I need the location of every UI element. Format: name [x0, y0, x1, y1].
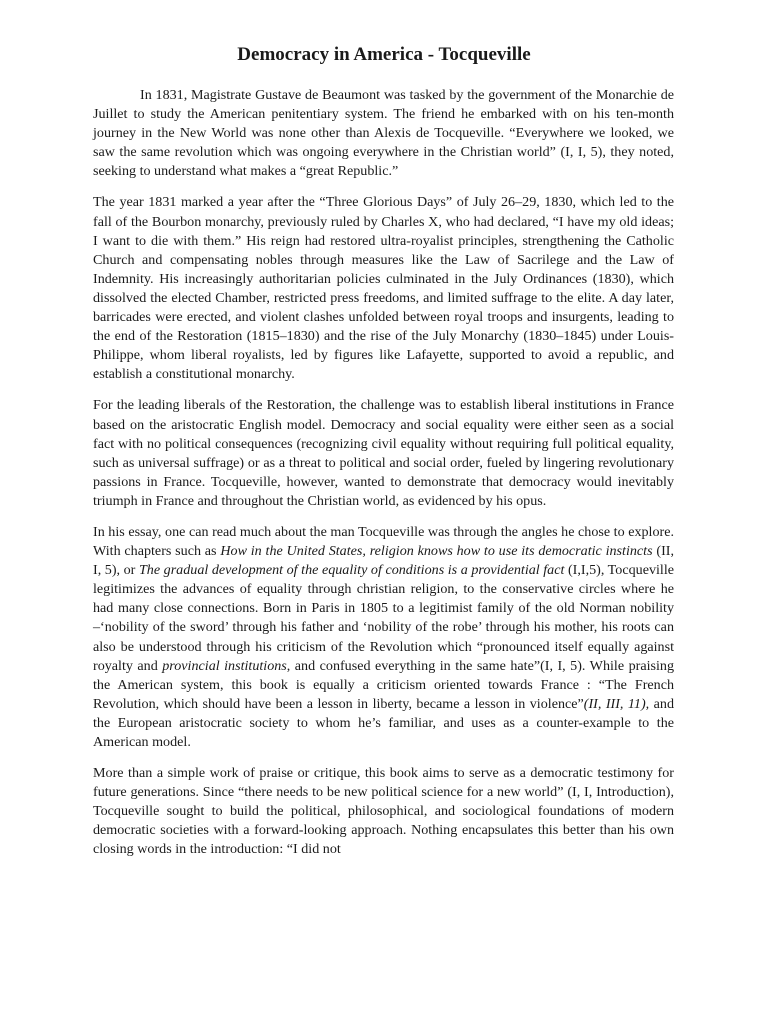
paragraph-4-text: , and confused everything in the same hate”(I, I, 5). While praising the American system, this book is equally a criticism oriented towards France : “The French Revolution, which should have been a lesson in liberty, became a lesson in violence” [93, 657, 674, 712]
paragraph-3: For the leading liberals of the Restoration, the challenge was to establish liberal institutions in France based on the aristocratic English model. Democracy and social equality were either seen as a social fact with no political consequences (recognizing civil equality without requiring full political equality, such as universal suffrage) or as a threat to political and social order, fueled by lingering revolutionary passions in France. Tocqueville, however, wanted to demonstrate that democracy would inevitably triumph in France and throughout the Christian world, as evidenced by his opus. [93, 397, 674, 509]
paragraph-4-text: (II, I, 5), or [93, 543, 674, 579]
chapter-title-religion: How in the United States, religion knows how to use its democratic instincts [220, 543, 653, 560]
document-body [93, 86, 674, 872]
paragraph-4 [93, 523, 674, 752]
paragraph-2: The year 1831 marked a year after the “Three Glorious Days” of July 26–29, 1830, which led to the fall of the Bourbon monarchy, previously ruled by Charles X, who had declared, “I have my old ideas; I want to die with them.” His reign had restored ultra-royalist principles, strengthening the Catholic Church and compensating nobles through measures like the Law of Sacrilege and the Law of Indemnity. His increasingly authoritarian policies culminated in the July Ordinances (1830), which dissolved the elected Chamber, restricted press freedoms, and limited suffrage to the elite. A day later, barricades were erected, and violent clashes unfolded between royal troops and insurgents, leading to the end of the Restoration (1815–1830) and the rise of the July Monarchy (1830–1845) under Louis-Philippe, whom liberal royalists, led by figures like Lafayette, supported to avoid a republic, and establish a constitutional monarchy. [93, 194, 674, 383]
paragraph-1: In 1831, Magistrate Gustave de Beaumont was tasked by the government of the Monarchie de Juillet to study the American penitentiary system. The friend he embarked with on his ten-month journey in the New World was none other than Alexis de Tocqueville. “Everywhere we looked, we saw the same revolution which was ongoing everywhere in the Christian world” (I, I, 5), they noted, seeking to understand what makes a “great Republic.” [93, 87, 674, 180]
paragraph-4-text: (I,I,5), Tocqueville legitimizes the advances of equality through christian religion, to the conservative circles where he had many close connections. Born in Paris in 1805 to a legitimist family of the old Norman nobility –‘nobility of the sword’ through his father and ‘nobility of the robe’ through his mother, his roots can also be understood through his criticism of the Revolution which “pronounced itself equally against royalty and [93, 562, 675, 674]
paragraph-4-text: In his essay, one can read much about the man Tocqueville was through the angles he chose to explore. With chapters such as [93, 523, 674, 560]
paragraph-4-text: and the European aristocratic society to whom he’s familiar, and uses as a counter-example to the American model. [93, 695, 674, 750]
chapter-title-equality: The gradual development of the equality of conditions is a providential fact [138, 562, 565, 579]
citation-italic: (II, III, 11), [583, 695, 650, 712]
paragraph-5: More than a simple work of praise or critique, this book aims to serve as a democratic testimony for future generations. Since “there needs to be new political science for a new world” (I, I, Introduction), Tocqueville sought to build the political, philosophical, and sociological foundations of modern democratic societies with a forward-looking approach. Nothing encapsulates this better than his own closing words in the introduction: “I did not [93, 765, 674, 858]
document-title: Democracy in America - Tocqueville [237, 44, 531, 65]
quoted-italic-text: provincial institutions [162, 657, 287, 674]
